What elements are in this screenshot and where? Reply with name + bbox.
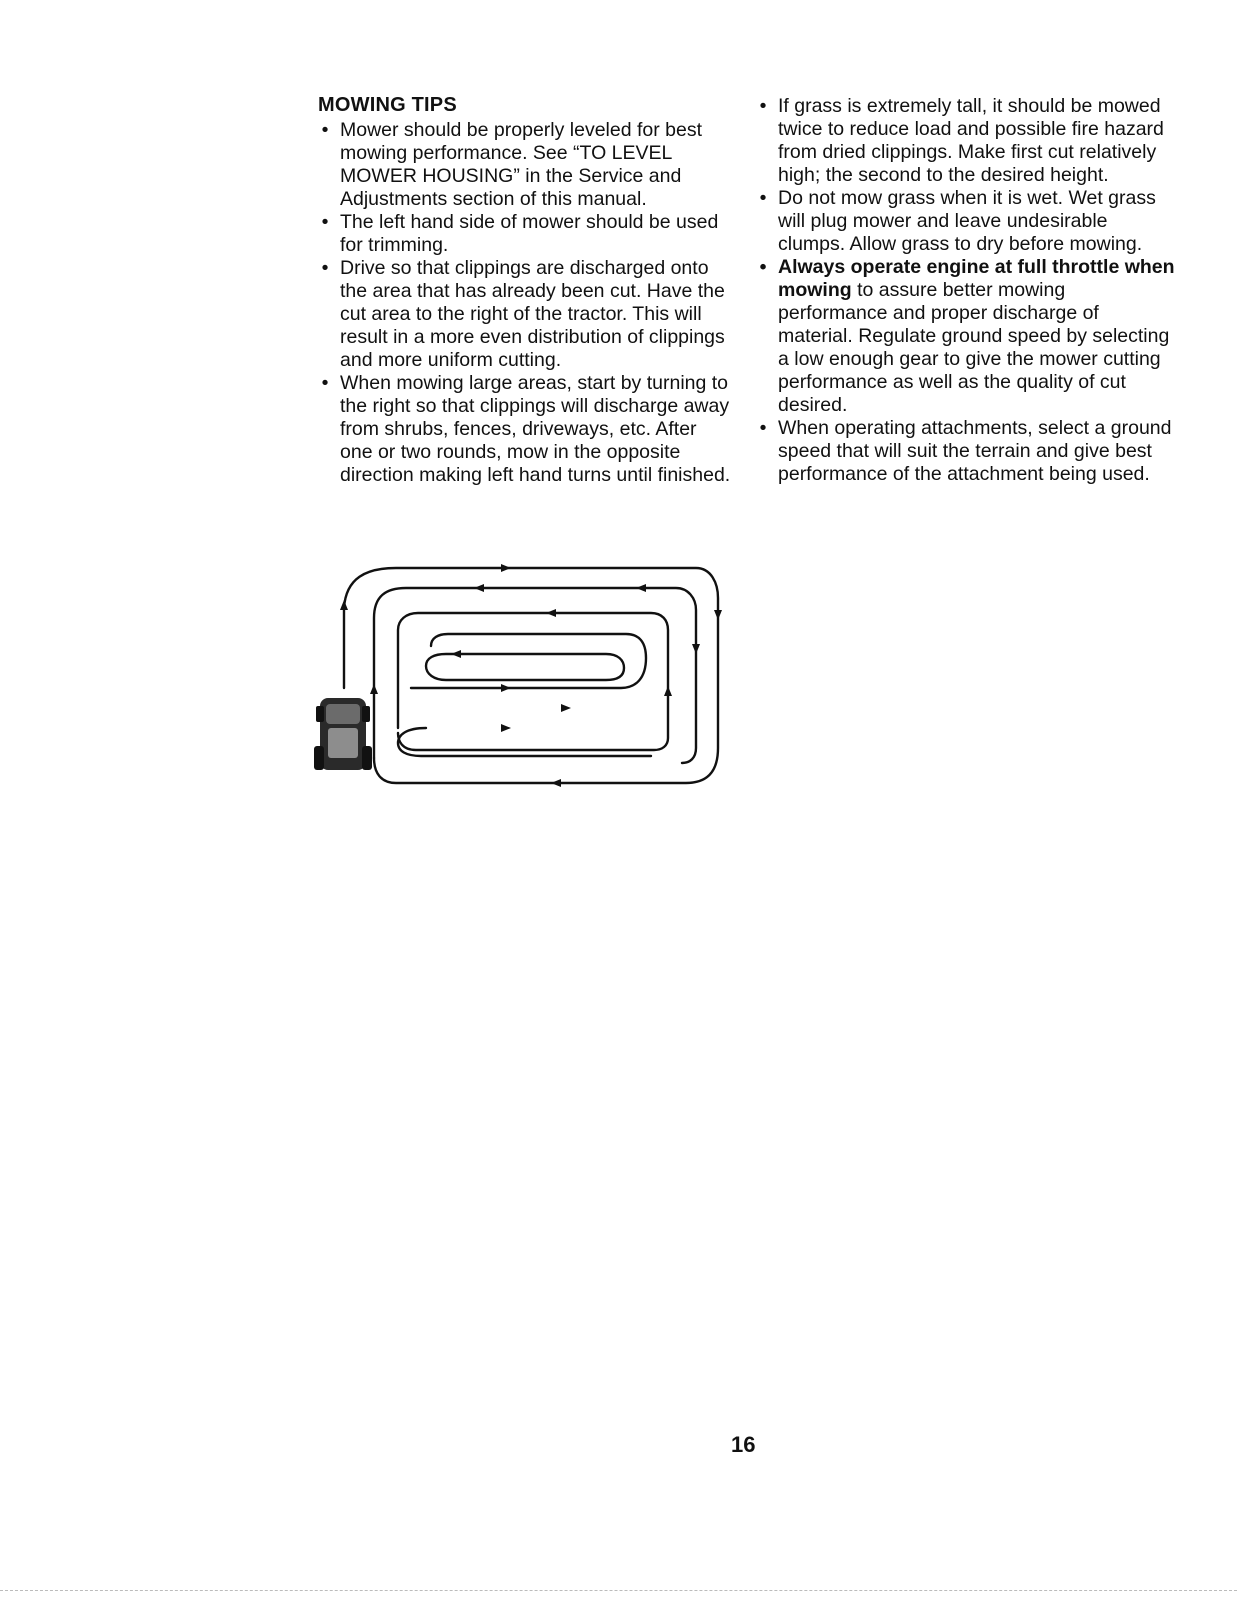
bullet-icon: • xyxy=(759,256,767,278)
right-tips-list xyxy=(756,95,1176,486)
tip-text: When mowing large areas, start by turning to the right so that clippings will discharge away from shrubs, fences, driveways, etc. After one or two rounds, mow in the opposite direction making left hand turns until finished. xyxy=(340,372,731,486)
bullet-icon: • xyxy=(759,95,767,117)
bullet-icon: • xyxy=(759,187,767,209)
bullet-icon: • xyxy=(321,119,329,141)
list-item xyxy=(756,256,1176,417)
bullet-icon: • xyxy=(321,211,329,233)
list-item xyxy=(318,211,733,257)
section-heading: MOWING TIPS xyxy=(318,94,457,116)
list-item xyxy=(318,257,733,372)
list-item xyxy=(318,119,733,211)
tip-text-bold: Always operate engine at full throttle when mowing xyxy=(778,256,1175,301)
bullet-icon: • xyxy=(321,257,329,279)
page-number: 16 xyxy=(731,1432,756,1457)
right-column xyxy=(756,95,1176,486)
list-item xyxy=(756,417,1176,486)
tip-text: When operating attachments, select a ground speed that will suit the terrain and give best performance of the attachment being used. xyxy=(778,417,1172,485)
mowing-pattern-diagram xyxy=(306,558,736,798)
tractor-icon xyxy=(314,698,372,770)
tip-text: The left hand side of mower should be used for trimming. xyxy=(340,211,719,256)
tip-text: Drive so that clippings are discharged onto the area that has already been cut. Have the cut area to the right of the tractor. This will result in a more even distribution of clippings and more uniform cutting. xyxy=(340,257,725,371)
mowing-path-arrows xyxy=(344,568,718,783)
tip-text: Mower should be properly leveled for best mowing performance. See “TO LEVEL MOWER HOUSING” in the Service and Adjustments section of this manual. xyxy=(340,119,703,210)
tip-text: Do not mow grass when it is wet. Wet grass will plug mower and leave undesirable clumps. Allow grass to dry before mowing. xyxy=(778,187,1156,255)
bullet-icon: • xyxy=(321,372,329,394)
left-tips-list xyxy=(318,119,733,487)
tip-text: If grass is extremely tall, it should be mowed twice to reduce load and possible fire hazard from dried clippings. Make first cut relatively high; the second to the desired height. xyxy=(778,95,1164,186)
list-item xyxy=(318,372,733,487)
tip-text: to assure better mowing performance and proper discharge of material. Regulate ground speed by selecting a low enough gear to give the mower cutting performance as well as the quality of cut desired. xyxy=(778,279,1170,416)
list-item xyxy=(756,187,1176,256)
page-edge-divider xyxy=(0,1590,1237,1591)
bullet-icon: • xyxy=(759,417,767,439)
list-item xyxy=(756,95,1176,187)
left-column xyxy=(318,93,733,487)
